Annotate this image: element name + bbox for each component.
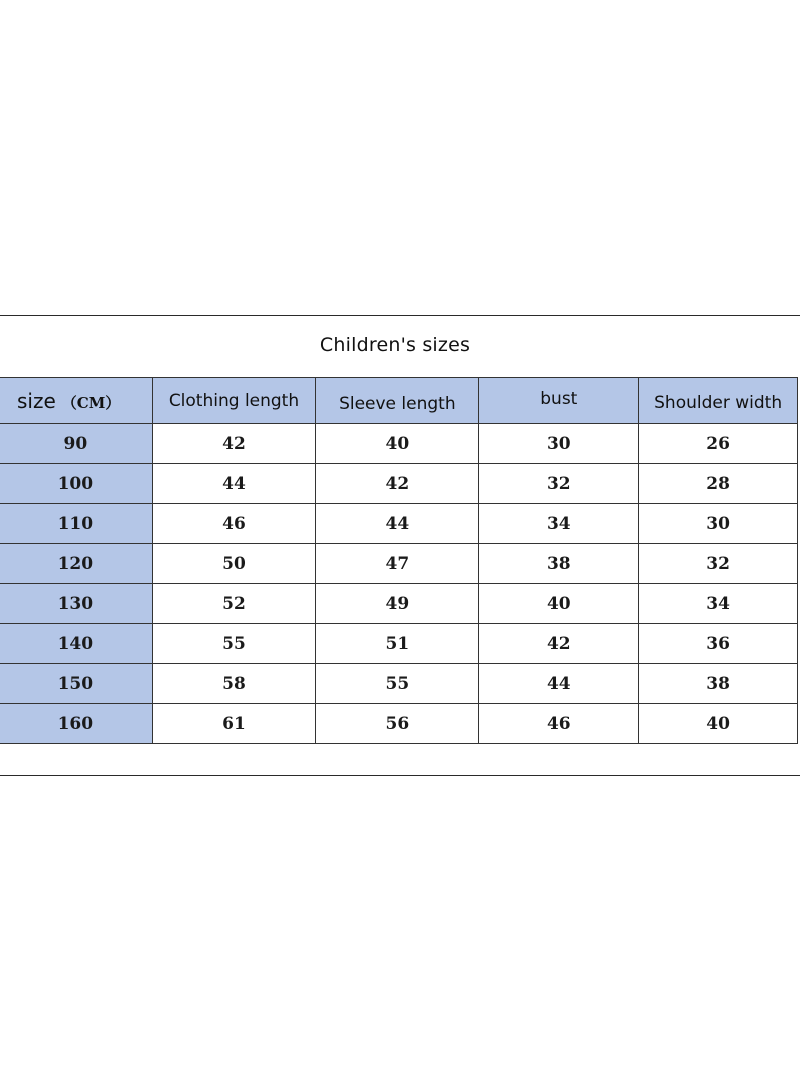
bust-cell: 44 — [479, 664, 639, 704]
sleeve-length-cell: 49 — [316, 584, 479, 624]
header-size — [0, 378, 152, 424]
header-clothing-length: Clothing length — [152, 378, 316, 424]
bust-cell: 40 — [479, 584, 639, 624]
table-header-row — [0, 378, 798, 424]
shoulder-width-cell: 32 — [639, 544, 798, 584]
bust-cell: 46 — [479, 704, 639, 744]
sleeve-length-cell: 51 — [316, 624, 479, 664]
size-cell: 90 — [0, 424, 152, 464]
sleeve-length-cell: 42 — [316, 464, 479, 504]
page-title: Children's sizes — [319, 334, 471, 356]
header-sleeve-length: Sleeve length — [316, 378, 479, 424]
bust-cell: 42 — [479, 624, 639, 664]
table-row — [0, 424, 798, 464]
size-cell: 130 — [0, 584, 152, 624]
sleeve-length-cell: 44 — [316, 504, 479, 544]
shoulder-width-cell: 38 — [639, 664, 798, 704]
table-row — [0, 544, 798, 584]
table-row — [0, 584, 798, 624]
size-cell: 100 — [0, 464, 152, 504]
table-row — [0, 504, 798, 544]
shoulder-width-cell: 26 — [639, 424, 798, 464]
bust-cell: 34 — [479, 504, 639, 544]
size-cell: 150 — [0, 664, 152, 704]
shoulder-width-cell: 40 — [639, 704, 798, 744]
sleeve-length-cell: 40 — [316, 424, 479, 464]
size-cell: 120 — [0, 544, 152, 584]
header-shoulder-width: Shoulder width — [639, 378, 798, 424]
shoulder-width-cell: 28 — [639, 464, 798, 504]
bottom-divider — [0, 775, 800, 776]
sleeve-length-cell: 55 — [316, 664, 479, 704]
clothing-length-cell: 50 — [152, 544, 316, 584]
top-divider — [0, 315, 800, 316]
bust-cell: 32 — [479, 464, 639, 504]
header-size-label: size — [17, 388, 56, 413]
shoulder-width-cell: 34 — [639, 584, 798, 624]
clothing-length-cell: 44 — [152, 464, 316, 504]
sleeve-length-cell: 56 — [316, 704, 479, 744]
bust-cell: 30 — [479, 424, 639, 464]
table-row — [0, 464, 798, 504]
clothing-length-cell: 58 — [152, 664, 316, 704]
header-bust: bust — [479, 378, 639, 424]
table-row — [0, 664, 798, 704]
table-row — [0, 704, 798, 744]
size-cell: 110 — [0, 504, 152, 544]
shoulder-width-cell: 36 — [639, 624, 798, 664]
clothing-length-cell: 61 — [152, 704, 316, 744]
size-cell: 160 — [0, 704, 152, 744]
table-row — [0, 624, 798, 664]
bust-cell: 38 — [479, 544, 639, 584]
clothing-length-cell: 46 — [152, 504, 316, 544]
sleeve-length-cell: 47 — [316, 544, 479, 584]
clothing-length-cell: 55 — [152, 624, 316, 664]
clothing-length-cell: 42 — [152, 424, 316, 464]
header-size-unit: （CM） — [61, 393, 121, 412]
size-chart-table — [0, 377, 798, 744]
size-cell: 140 — [0, 624, 152, 664]
shoulder-width-cell: 30 — [639, 504, 798, 544]
clothing-length-cell: 52 — [152, 584, 316, 624]
